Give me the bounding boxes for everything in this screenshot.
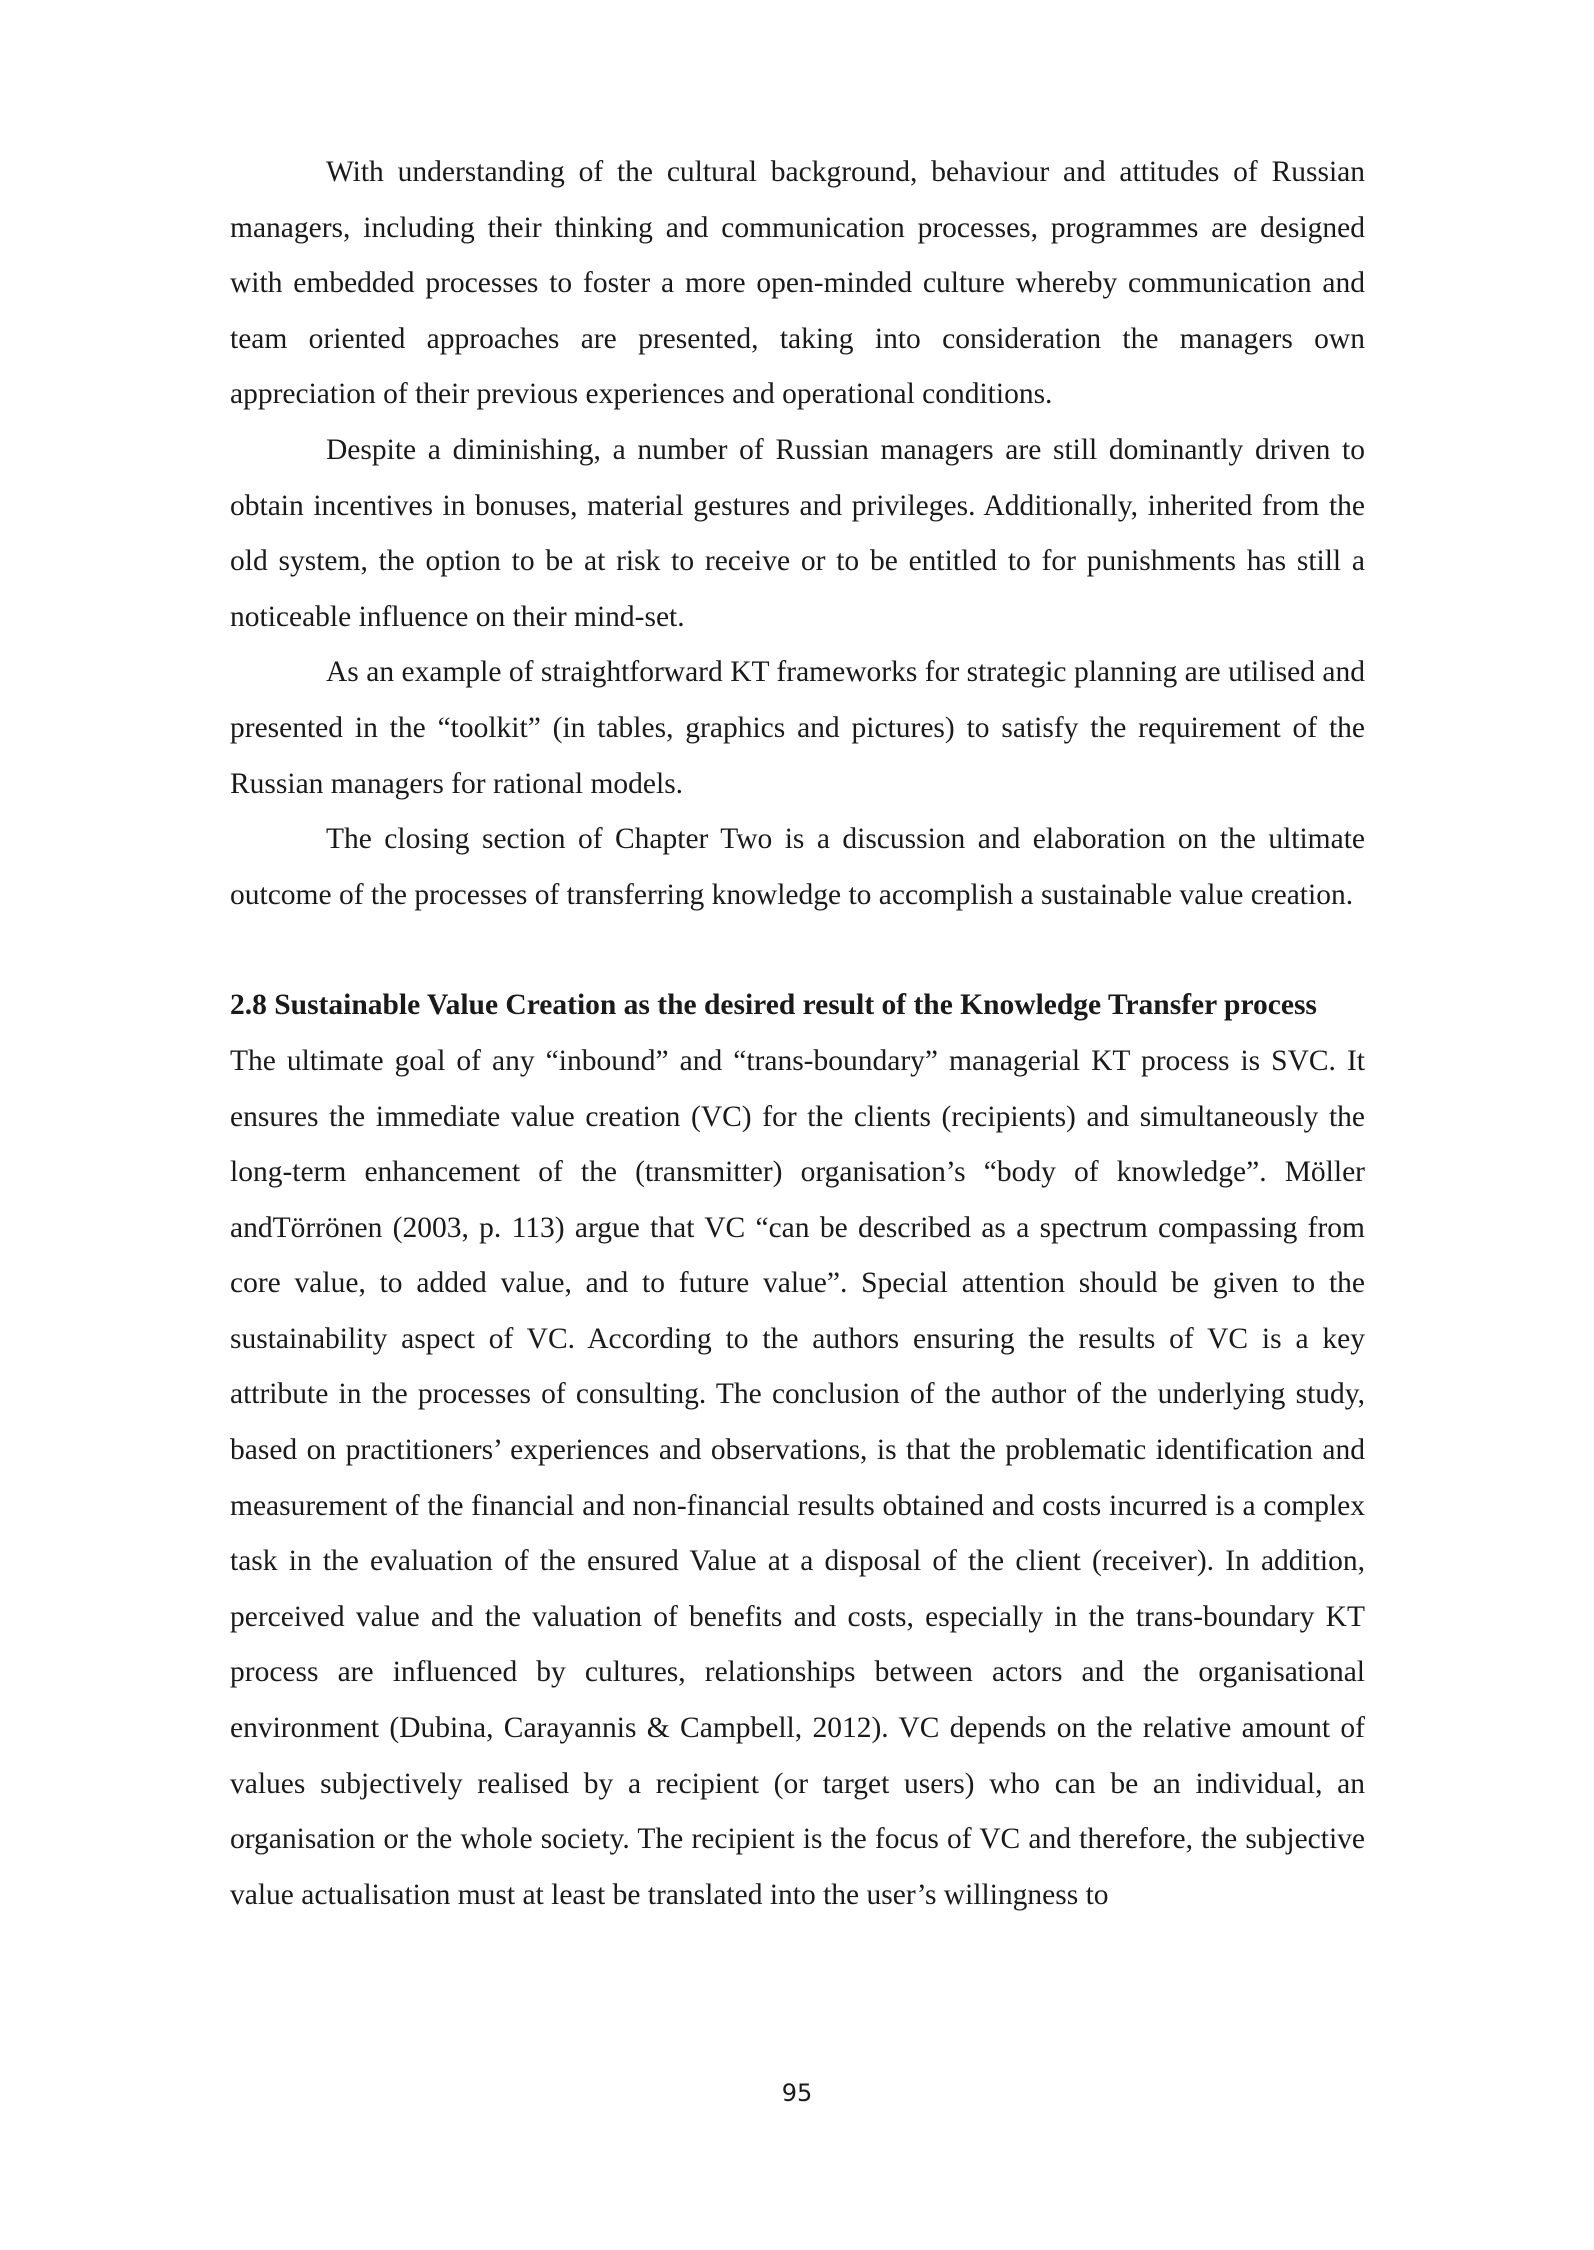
page-body <box>230 145 1365 1923</box>
paragraph-cultural-background: With understanding of the cultural background, behaviour and attitudes of Russian managers, including their thinking and communication processes, programmes are designed with embedded processes to foster a more open-minded culture whereby communication and team oriented approaches are presented, taking into consideration the managers own appreciation of their previous experiences and operational conditions. <box>230 156 1365 411</box>
section-body-paragraph: The ultimate goal of any “inbound” and “trans-boundary” managerial KT process is SVC. It ensures the immediate value creation (VC) for the clients (recipients) and simultaneously the long-term enhancement of the (transmitter) organisation’s “body of knowledge”. Möller andTörrönen (2003, p. 113) argue that VC “can be described as a spectrum compassing from core value, to added value, and to future value”. Special attention should be given to the sustainability aspect of VC. According to the authors ensuring the results of VC is a key attribute in the processes of consulting. The conclusion of the author of the underlying study, based on practitioners’ experiences and observations, is that the problematic identification and measurement of the financial and non-financial results obtained and costs incurred is a complex task in the evaluation of the ensured Value at a disposal of the client (receiver). In addition, perceived value and the valuation of benefits and costs, especially in the trans-boundary KT process are influenced by cultures, relationships between actors and the organisational environment (Dubina, Carayannis & Campbell, 2012). VC depends on the relative amount of values subjectively realised by a recipient (or target users) who can be an individual, an organisation or the whole society. The recipient is the focus of VC and therefore, the subjective value actualisation must at least be translated into the user’s willingness to <box>230 1044 1365 1911</box>
section-heading: 2.8 Sustainable Value Creation as the desired result of the Knowledge Transfer process <box>230 989 1317 1022</box>
paragraph-closing-section: The closing section of Chapter Two is a discussion and elaboration on the ultimate outcome of the processes of transferring knowledge to accomplish a sustainable value creation. <box>230 823 1365 911</box>
paragraph-incentives: Despite a diminishing, a number of Russian managers are still dominantly driven to obtain incentives in bonuses, material gestures and privileges. Additionally, inherited from the old system, the option to be at risk to receive or to be entitled to for punishments has still a noticeable influence on their mind-set. <box>230 433 1365 633</box>
section-spacer <box>230 923 1365 978</box>
paragraph-kt-frameworks: As an example of straightforward KT frameworks for strategic planning are utilised and presented in the “toolkit” (in tables, graphics and pictures) to satisfy the requirement of the Russian managers for rational models. <box>230 656 1365 800</box>
page-number: 95 <box>781 2079 813 2107</box>
